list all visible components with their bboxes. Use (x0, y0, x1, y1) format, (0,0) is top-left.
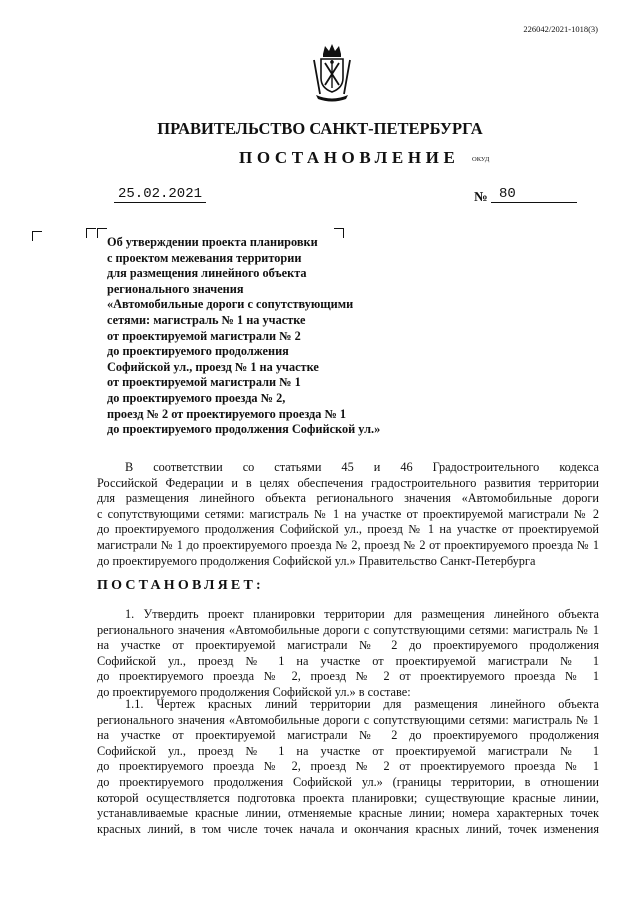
title-line: от проектируемой магистрали № 2 (107, 328, 301, 343)
title-line: Софийской ул., проезд № 1 на участке (107, 359, 319, 374)
item-1-1-paragraph (97, 697, 599, 837)
government-name: ПРАВИТЕЛЬСТВО САНКТ-ПЕТЕРБУРГА (157, 119, 483, 138)
document-title (107, 235, 380, 438)
title-line: Об утверждении проекта планировки (107, 235, 318, 249)
coat-of-arms-icon (310, 42, 354, 104)
item-1-line: до проектируемого продолжения Софийской ул.» в составе: (97, 684, 411, 699)
resolves-heading: ПОСТАНОВЛЯЕТ: (97, 578, 264, 593)
preamble-line: с сопутствующими сетями: магистраль № 1 на участке от проектируемой магистрали № 2 (97, 506, 599, 521)
item-1-1-line: Софийской ул., проезд № 1 на участке от проектируемой магистрали № 1 (97, 743, 599, 758)
item-1-1-line: до проектируемого продолжения Софийской ул.» (границы территории, в отношении (97, 774, 599, 789)
item-1-line: на участке от проектируемой магистрали № 2 до проектируемого продолжения (97, 638, 599, 653)
document-number: 80 (491, 186, 577, 203)
item-1-line: Софийской ул., проезд № 1 на участке от проектируемой магистрали № 1 (97, 653, 599, 668)
title-line: до проектируемого проезда № 2, (107, 390, 286, 405)
title-corner-mark (86, 228, 96, 238)
number-label: № (474, 189, 488, 204)
item-1-1-line: устанавливаемые красные линии, отменяемые красные линии; номера характерных точек (97, 806, 599, 821)
item-1-1-line: 1.1. Чертеж красных линий территории для размещения линейного объекта (125, 697, 599, 711)
item-1-line: регионального значения «Автомобильные дороги с сопутствующими сетями: магистраль № 1 (97, 622, 599, 637)
document-type: ПОСТАНОВЛЕНИЕ (239, 148, 460, 167)
title-line: до проектируемого продолжения (107, 344, 289, 359)
preamble-line: до проектируемого продолжения Софийской ул., проезд № 1 на участке от проектируемой (97, 522, 599, 537)
document-code: 226042/2021-1018(3) (523, 24, 598, 34)
preamble-first-line: В соответствии со статьями 45 и 46 Градостроительного кодекса (125, 460, 599, 474)
title-line: сетями: магистраль № 1 на участке (107, 312, 306, 327)
item-1-line: 1. Утвердить проект планировки территории для размещения линейного объекта (125, 607, 599, 621)
preamble-paragraph (97, 460, 599, 569)
item-1-1-line: красных линий, в том числе точек начала и окончания красных линий, точек изменения (97, 821, 599, 836)
title-line: для размещения линейного объекта (107, 266, 307, 281)
item-1-1-line: которой осуществляется подготовка проекта планировки; существующие красные линии, (97, 790, 599, 805)
title-line: с проектом межевания территории (107, 250, 302, 265)
title-line: «Автомобильные дороги с сопутствующими (107, 297, 354, 312)
preamble-line: Российской Федерации и в целях обеспечения градостроительного развития территории (97, 475, 599, 490)
preamble-line: до проектируемого продолжения Софийской ул.» Правительство Санкт-Петербурга (97, 553, 536, 568)
item-1-1-line: до проектируемого проезда № 2, проезд № 2 от проектируемого проезда № 1 (97, 759, 599, 774)
title-line: до проектируемого продолжения Софийской ул.» (107, 422, 381, 437)
item-1-paragraph (97, 607, 599, 701)
okud-label: ОКУД (472, 156, 490, 163)
item-1-1-line: на участке от проектируемой магистрали № 2 до проектируемого продолжения (97, 728, 599, 743)
document-date: 25.02.2021 (114, 186, 206, 203)
title-line: от проектируемой магистрали № 1 (107, 375, 301, 390)
title-corner-mark (32, 231, 42, 241)
title-line: регионального значения (107, 281, 244, 296)
item-1-1-line: регионального значения «Автомобильные дороги с сопутствующими сетями: магистраль № 1 (97, 712, 599, 727)
title-line: проезд № 2 от проектируемого проезда № 1 (107, 406, 347, 421)
preamble-line: магистрали № 1 до проектируемого проезда № 2, проезд № 2 от проектируемого проезда № 1 (97, 537, 599, 552)
item-1-line: до проектируемого проезда № 2, проезд № 2 от проектируемого проезда № 1 (97, 669, 599, 684)
preamble-line: для размещения линейного объекта регионального значения «Автомобильные дороги (97, 491, 599, 506)
title-corner-mark (97, 228, 107, 238)
